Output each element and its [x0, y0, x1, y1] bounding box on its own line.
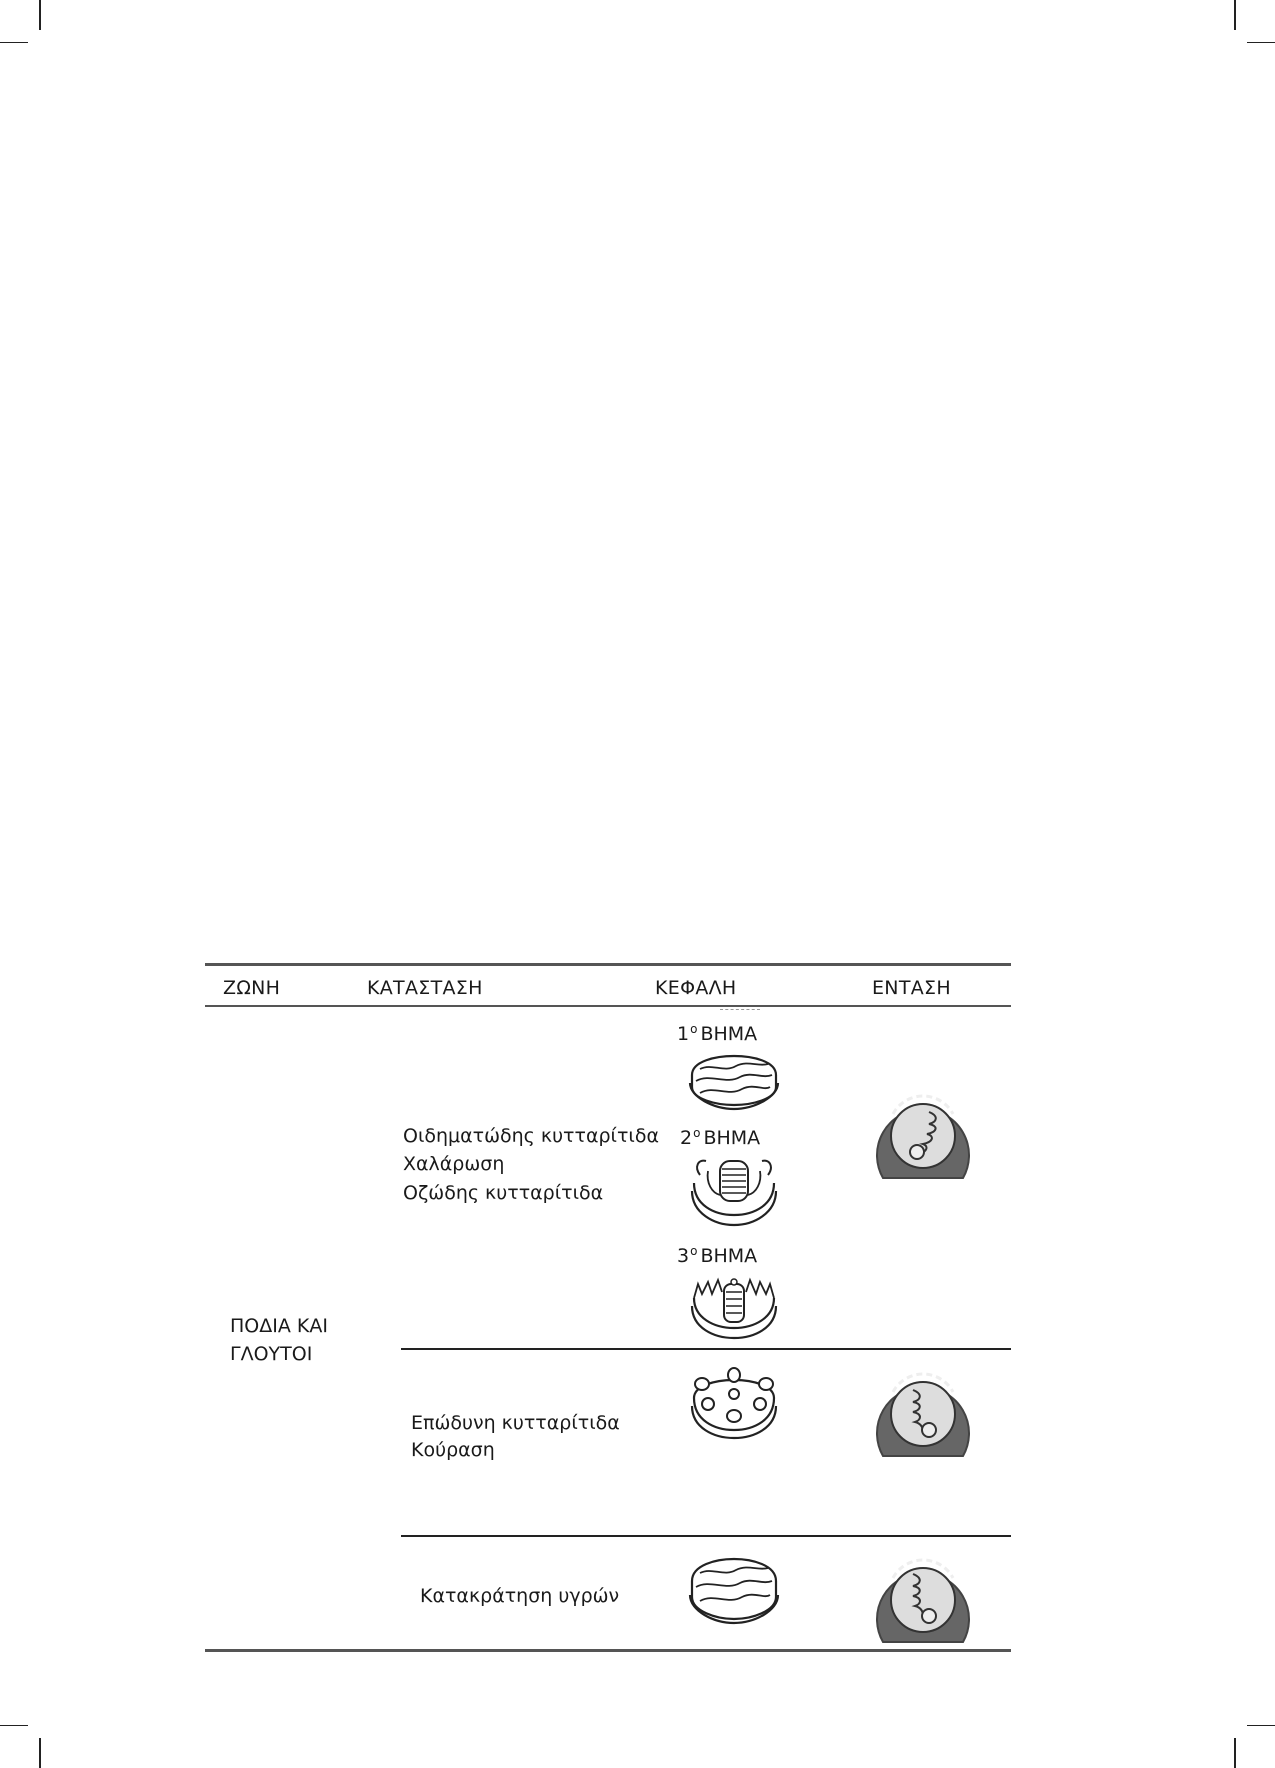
condition-text: Κατακράτηση υγρών	[420, 1585, 620, 1607]
zone-line: ΠΟΔΙΑ ΚΑΙ	[230, 1315, 328, 1337]
table-top-rule	[205, 963, 1011, 966]
crop-mark	[1247, 1725, 1275, 1726]
step-number: 3	[677, 1245, 690, 1267]
row-divider	[401, 1348, 1011, 1350]
condition-text: Επώδυνη κυτταρίτιδα	[411, 1412, 620, 1434]
crop-mark	[0, 42, 28, 43]
condition-text: Οιδηματώδης κυτταρίτιδα	[403, 1125, 659, 1147]
crop-mark	[39, 0, 41, 30]
crop-mark	[39, 1738, 41, 1768]
crop-mark	[1234, 0, 1236, 30]
zone-line: ΓΛΟΥΤΟΙ	[230, 1343, 313, 1365]
condition-text: Κούραση	[411, 1439, 495, 1461]
roller-massage-head-icon	[686, 1153, 782, 1229]
spiked-roller-head-icon	[686, 1272, 782, 1340]
table-bottom-rule	[205, 1649, 1011, 1652]
header-intensity: ΕΝΤΑΣΗ	[872, 977, 951, 999]
step-word: ΒΗΜΑ	[700, 1023, 758, 1045]
step-label	[680, 1127, 760, 1148]
intensity-dial-icon	[873, 1552, 973, 1648]
step-ordinal: ο	[693, 1126, 701, 1140]
step-word: ΒΗΜΑ	[700, 1245, 758, 1267]
crop-mark	[1247, 42, 1275, 43]
step-ordinal: ο	[690, 1022, 698, 1036]
intensity-dial-icon	[873, 1366, 973, 1462]
row-divider	[401, 1535, 1011, 1537]
step-label	[677, 1023, 757, 1044]
condition-text: Οζώδης κυτταρίτιδα	[403, 1182, 604, 1204]
step-label	[677, 1245, 757, 1266]
separator-dashes	[720, 1009, 760, 1012]
intensity-dial-icon	[873, 1088, 973, 1184]
step-number: 2	[680, 1127, 693, 1149]
step-word: ΒΗΜΑ	[703, 1127, 761, 1149]
header-zone: ΖΩΝΗ	[223, 977, 281, 999]
crop-mark	[1234, 1738, 1236, 1768]
step-ordinal: ο	[690, 1244, 698, 1258]
condition-text: Χαλάρωση	[403, 1153, 505, 1175]
crop-mark	[0, 1725, 28, 1726]
header-condition: ΚΑΤΑΣΤΑΣΗ	[367, 977, 483, 999]
wavy-roller-head-icon	[686, 1555, 782, 1627]
wavy-roller-head-icon	[686, 1053, 782, 1113]
header-bottom-rule	[205, 1005, 1011, 1007]
nodule-massage-head-icon	[686, 1366, 782, 1442]
header-head: ΚΕΦΑΛΗ	[655, 977, 737, 999]
step-number: 1	[677, 1023, 690, 1045]
